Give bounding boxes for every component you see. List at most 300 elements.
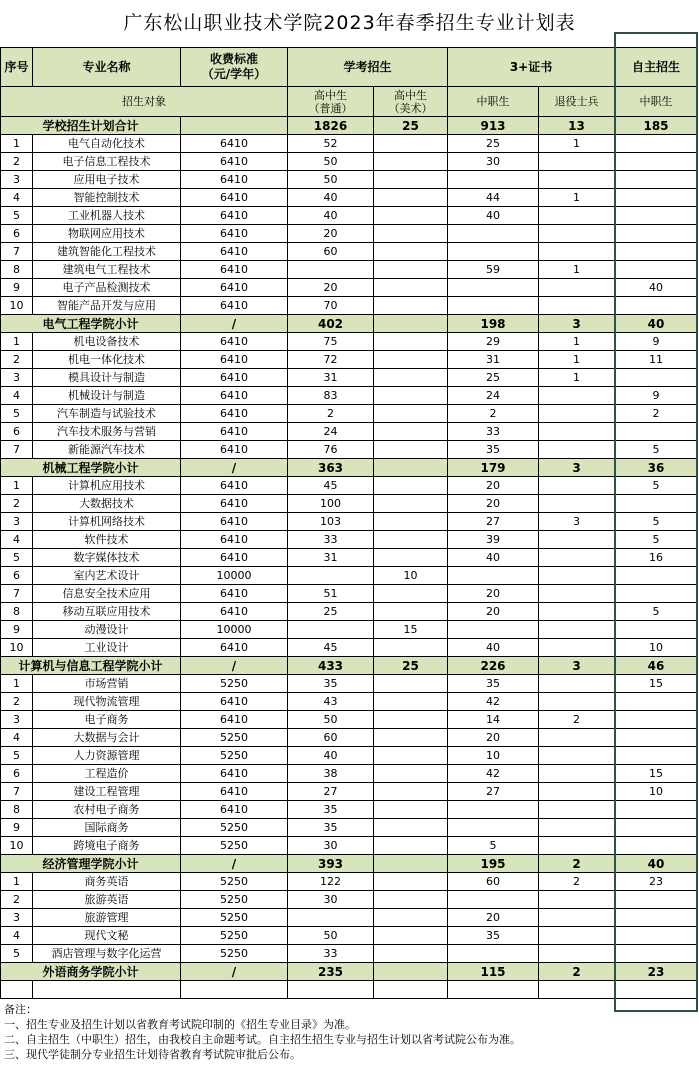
row-fee: / [181,459,288,477]
row-fee: 5250 [181,873,288,891]
row-major-name: 工业设计 [33,639,181,657]
row-major-name: 应用电子技术 [33,171,181,189]
row-hs-general: 43 [288,693,374,711]
row-veteran [539,495,615,513]
row-self-vocational [615,891,698,909]
row-seq: 6 [1,567,33,585]
row-fee: 6410 [181,189,288,207]
row-vocational: 44 [448,189,539,207]
row-self-vocational [615,621,698,639]
row-hs-art [374,423,448,441]
row-major-name: 动漫设计 [33,621,181,639]
subtotal-row [1,855,698,873]
row-veteran [539,585,615,603]
row-self-vocational [615,837,698,855]
row-self-vocational: 185 [615,117,698,135]
table-row [1,189,698,207]
table-row [1,639,698,657]
row-veteran: 2 [539,873,615,891]
row-seq: 6 [1,765,33,783]
row-self-vocational: 16 [615,549,698,567]
row-hs-art [374,333,448,351]
table-row [1,891,698,909]
row-hs-art [374,711,448,729]
row-veteran [539,927,615,945]
header-major-name: 专业名称 [33,48,181,87]
table-row [1,819,698,837]
empty-cell [288,981,374,999]
row-seq: 7 [1,441,33,459]
row-fee: 10000 [181,567,288,585]
row-vocational: 39 [448,531,539,549]
row-hs-art [374,495,448,513]
row-fee: 6410 [181,783,288,801]
row-fee [181,117,288,135]
table-row [1,513,698,531]
table-row [1,567,698,585]
row-veteran: 1 [539,333,615,351]
row-fee: / [181,657,288,675]
row-hs-general: 235 [288,963,374,981]
row-hs-art: 25 [374,117,448,135]
row-veteran: 2 [539,711,615,729]
row-self-vocational: 11 [615,351,698,369]
row-self-vocational: 5 [615,477,698,495]
table-row [1,693,698,711]
row-hs-art [374,225,448,243]
row-vocational: 20 [448,729,539,747]
row-self-vocational: 15 [615,765,698,783]
row-major-name: 模具设计与制造 [33,369,181,387]
subtotal-row [1,315,698,333]
row-fee: 6410 [181,639,288,657]
row-self-vocational [615,909,698,927]
row-fee: 6410 [181,387,288,405]
row-seq: 2 [1,351,33,369]
row-hs-general: 20 [288,225,374,243]
row-fee: 6410 [181,513,288,531]
subtotal-row [1,963,698,981]
row-veteran [539,621,615,639]
table-row [1,297,698,315]
row-vocational: 31 [448,351,539,369]
row-hs-art [374,639,448,657]
row-major-name: 酒店管理与数字化运营 [33,945,181,963]
row-seq: 4 [1,189,33,207]
header-target: 招生对象 [1,87,288,117]
row-veteran: 1 [539,369,615,387]
row-major-name: 现代物流管理 [33,693,181,711]
row-self-vocational: 5 [615,513,698,531]
row-self-vocational: 23 [615,873,698,891]
row-hs-art [374,927,448,945]
row-hs-art [374,909,448,927]
table-row [1,153,698,171]
header-exam-enrollment: 学考招生 [288,48,448,87]
header-fee [181,48,288,87]
table-row [1,711,698,729]
row-self-vocational [615,423,698,441]
row-veteran [539,819,615,837]
row-self-vocational: 5 [615,441,698,459]
row-fee: 5250 [181,909,288,927]
table-row [1,621,698,639]
row-major-name: 电子信息工程技术 [33,153,181,171]
table-row [1,603,698,621]
subtotal-label: 机械工程学院小计 [1,459,181,477]
row-hs-general: 33 [288,531,374,549]
row-major-name: 室内艺术设计 [33,567,181,585]
row-hs-general: 402 [288,315,374,333]
table-row [1,675,698,693]
row-hs-art [374,891,448,909]
row-hs-general: 60 [288,243,374,261]
row-veteran [539,693,615,711]
row-major-name: 汽车技术服务与营销 [33,423,181,441]
row-vocational [448,171,539,189]
page-title: 广东松山职业技术学院2023年春季招生专业计划表 [123,12,576,34]
table-row [1,351,698,369]
row-vocational: 40 [448,207,539,225]
row-fee: 5250 [181,891,288,909]
row-hs-general [288,909,374,927]
row-major-name: 人力资源管理 [33,747,181,765]
row-hs-art [374,135,448,153]
row-fee: 6410 [181,801,288,819]
row-hs-art [374,513,448,531]
row-hs-general: 35 [288,801,374,819]
row-veteran [539,747,615,765]
row-major-name: 工业机器人技术 [33,207,181,225]
row-vocational [448,801,539,819]
subtotal-label: 经济管理学院小计 [1,855,181,873]
row-veteran: 2 [539,855,615,873]
row-hs-general: 31 [288,549,374,567]
row-veteran [539,783,615,801]
row-major-name: 农村电子商务 [33,801,181,819]
row-major-name: 建筑电气工程技术 [33,261,181,279]
row-fee: 6410 [181,279,288,297]
table-row [1,333,698,351]
row-vocational: 179 [448,459,539,477]
row-major-name: 电气自动化技术 [33,135,181,153]
row-major-name: 跨境电子商务 [33,837,181,855]
row-self-vocational [615,585,698,603]
row-self-vocational: 40 [615,315,698,333]
row-hs-general: 60 [288,729,374,747]
row-veteran [539,171,615,189]
row-hs-general: 40 [288,189,374,207]
row-self-vocational: 40 [615,855,698,873]
row-major-name: 大数据与会计 [33,729,181,747]
row-fee: 6410 [181,135,288,153]
row-veteran: 1 [539,351,615,369]
row-seq: 2 [1,153,33,171]
row-hs-general: 30 [288,891,374,909]
row-fee: 6410 [181,297,288,315]
table-row [1,279,698,297]
row-hs-general: 25 [288,603,374,621]
row-vocational: 115 [448,963,539,981]
row-vocational [448,279,539,297]
row-vocational: 913 [448,117,539,135]
row-major-name: 旅游管理 [33,909,181,927]
row-veteran: 3 [539,513,615,531]
row-veteran [539,801,615,819]
row-seq: 4 [1,927,33,945]
row-vocational: 10 [448,747,539,765]
row-hs-art [374,549,448,567]
empty-cell [374,981,448,999]
row-seq: 4 [1,729,33,747]
row-hs-art [374,207,448,225]
row-hs-art [374,603,448,621]
row-hs-art [374,189,448,207]
row-fee: 6410 [181,171,288,189]
row-fee: 6410 [181,603,288,621]
row-fee: 6410 [181,207,288,225]
row-hs-general: 72 [288,351,374,369]
table-row [1,477,698,495]
row-major-name: 建筑智能化工程技术 [33,243,181,261]
row-veteran [539,675,615,693]
row-seq: 10 [1,837,33,855]
row-vocational: 40 [448,549,539,567]
row-hs-art [374,873,448,891]
row-fee: / [181,963,288,981]
header-veteran: 退役士兵 [539,87,615,117]
row-vocational [448,297,539,315]
row-major-name: 商务英语 [33,873,181,891]
row-veteran [539,405,615,423]
row-fee: 6410 [181,243,288,261]
row-hs-art [374,387,448,405]
row-hs-general: 433 [288,657,374,675]
row-veteran [539,441,615,459]
row-major-name: 电子商务 [33,711,181,729]
row-hs-art [374,963,448,981]
empty-cell [615,981,698,999]
row-hs-art: 15 [374,621,448,639]
row-self-vocational [615,729,698,747]
row-veteran [539,297,615,315]
row-fee: / [181,315,288,333]
row-hs-general: 50 [288,711,374,729]
row-hs-general: 27 [288,783,374,801]
row-hs-art [374,693,448,711]
row-seq: 7 [1,783,33,801]
row-hs-general: 2 [288,405,374,423]
row-hs-general [288,621,374,639]
row-vocational: 42 [448,693,539,711]
subtotal-label: 外语商务学院小计 [1,963,181,981]
row-self-vocational: 5 [615,531,698,549]
row-self-vocational [615,261,698,279]
row-veteran [539,477,615,495]
subtotal-row [1,117,698,135]
notes-heading: 备注： [4,1003,37,1016]
row-hs-general: 122 [288,873,374,891]
row-fee: 5250 [181,747,288,765]
row-fee: 6410 [181,477,288,495]
row-seq: 2 [1,495,33,513]
row-hs-art [374,261,448,279]
row-seq: 5 [1,747,33,765]
row-seq: 8 [1,261,33,279]
row-hs-art [374,171,448,189]
table-row [1,783,698,801]
row-hs-general: 38 [288,765,374,783]
row-veteran: 3 [539,459,615,477]
row-fee: 6410 [181,495,288,513]
row-veteran: 1 [539,135,615,153]
row-vocational [448,819,539,837]
row-fee: 6410 [181,261,288,279]
empty-cell [448,981,539,999]
row-veteran [539,423,615,441]
row-hs-art [374,477,448,495]
row-fee: / [181,855,288,873]
row-veteran [539,891,615,909]
row-hs-general: 45 [288,477,374,495]
row-hs-general: 45 [288,639,374,657]
row-major-name: 旅游英语 [33,891,181,909]
row-seq: 7 [1,243,33,261]
row-veteran [539,603,615,621]
row-vocational [448,891,539,909]
row-self-vocational: 10 [615,783,698,801]
row-veteran [539,279,615,297]
table-row [1,549,698,567]
row-vocational [448,945,539,963]
empty-cell [539,981,615,999]
table-row [1,495,698,513]
row-seq: 5 [1,549,33,567]
row-hs-general: 40 [288,747,374,765]
row-vocational [448,567,539,585]
row-hs-general: 30 [288,837,374,855]
header-hs-art [374,87,448,117]
row-seq: 2 [1,693,33,711]
row-vocational: 35 [448,675,539,693]
row-hs-art [374,675,448,693]
row-fee: 6410 [181,693,288,711]
row-seq: 5 [1,945,33,963]
row-self-vocational [615,747,698,765]
row-seq: 1 [1,675,33,693]
row-hs-art [374,459,448,477]
subtotal-label: 电气工程学院小计 [1,315,181,333]
row-self-vocational [615,495,698,513]
row-vocational: 20 [448,909,539,927]
row-fee: 6410 [181,333,288,351]
row-vocational: 226 [448,657,539,675]
row-veteran [539,207,615,225]
row-vocational: 5 [448,837,539,855]
header-seq: 序号 [1,48,33,87]
row-vocational: 35 [448,441,539,459]
empty-cell [33,981,181,999]
row-seq: 1 [1,333,33,351]
row-seq: 10 [1,639,33,657]
row-hs-art [374,837,448,855]
table-row [1,531,698,549]
row-self-vocational: 36 [615,459,698,477]
row-major-name: 建设工程管理 [33,783,181,801]
row-seq: 8 [1,801,33,819]
row-hs-general: 31 [288,369,374,387]
row-major-name: 汽车制造与试验技术 [33,405,181,423]
table-row [1,387,698,405]
row-major-name: 计算机网络技术 [33,513,181,531]
row-hs-art [374,279,448,297]
notes-section [4,1002,521,1062]
row-veteran: 2 [539,963,615,981]
row-major-name: 工程造价 [33,765,181,783]
row-hs-art [374,765,448,783]
row-major-name: 软件技术 [33,531,181,549]
row-vocational [448,225,539,243]
row-veteran [539,153,615,171]
row-vocational: 20 [448,495,539,513]
row-seq: 3 [1,369,33,387]
row-hs-general: 70 [288,297,374,315]
row-self-vocational: 5 [615,603,698,621]
row-vocational: 20 [448,477,539,495]
row-fee: 5250 [181,945,288,963]
row-hs-art [374,585,448,603]
row-major-name: 现代文秘 [33,927,181,945]
row-self-vocational: 40 [615,279,698,297]
row-hs-art [374,351,448,369]
row-major-name: 智能控制技术 [33,189,181,207]
row-self-vocational [615,171,698,189]
row-hs-general: 1826 [288,117,374,135]
row-fee: 6410 [181,549,288,567]
row-fee: 6410 [181,531,288,549]
row-fee: 6410 [181,765,288,783]
row-hs-art [374,729,448,747]
row-vocational: 14 [448,711,539,729]
table-row [1,423,698,441]
row-veteran [539,729,615,747]
row-hs-general: 393 [288,855,374,873]
row-hs-art [374,801,448,819]
row-major-name: 国际商务 [33,819,181,837]
row-veteran: 3 [539,657,615,675]
table-row [1,729,698,747]
row-veteran [539,243,615,261]
row-self-vocational [615,243,698,261]
row-veteran: 1 [539,189,615,207]
table-row [1,243,698,261]
row-seq: 6 [1,423,33,441]
row-fee: 5250 [181,675,288,693]
row-major-name: 机电一体化技术 [33,351,181,369]
row-hs-art: 25 [374,657,448,675]
header-row-main [1,48,698,87]
row-self-vocational: 9 [615,387,698,405]
empty-row [1,981,698,999]
row-fee: 6410 [181,441,288,459]
row-self-vocational: 10 [615,639,698,657]
row-hs-general: 35 [288,819,374,837]
row-hs-general: 100 [288,495,374,513]
row-hs-general: 83 [288,387,374,405]
row-veteran [539,837,615,855]
enrollment-plan-table [0,47,698,999]
table-row [1,585,698,603]
